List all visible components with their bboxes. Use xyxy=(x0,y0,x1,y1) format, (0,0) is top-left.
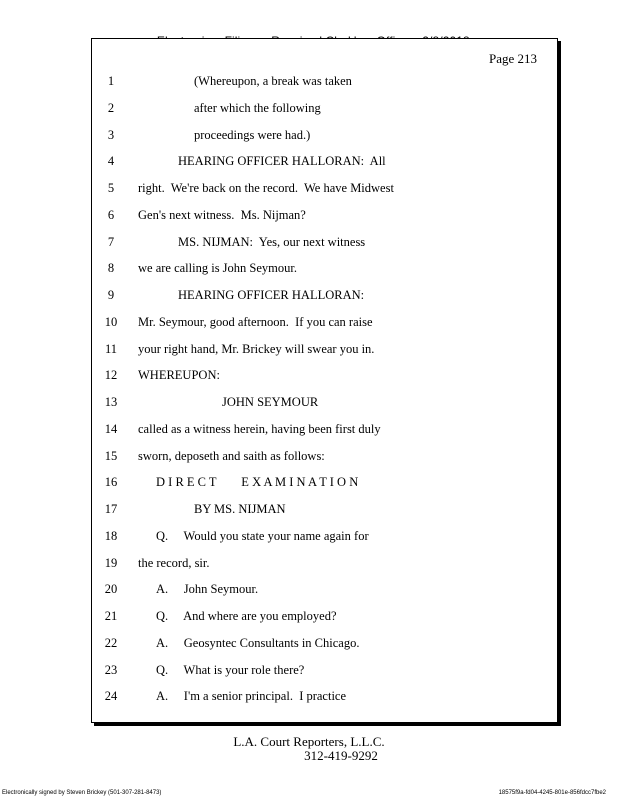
line-number: 20 xyxy=(104,582,118,597)
line-number: 18 xyxy=(104,528,118,543)
line-text: D I R E C T E X A M I N A T I O N xyxy=(156,475,359,490)
line-text: Q. And where are you employed? xyxy=(156,609,337,623)
line-number: 15 xyxy=(104,448,118,463)
line-number: 8 xyxy=(107,261,115,276)
transcript-line xyxy=(92,419,557,439)
line-text: (Whereupon, a break was taken xyxy=(194,74,352,88)
transcript-line xyxy=(92,392,557,412)
transcript-line xyxy=(92,232,557,252)
line-text: Mr. Seymour, good afternoon. If you can raise xyxy=(138,314,373,329)
court-reporter-phone: 312-419-9292 xyxy=(304,748,378,763)
line-number: 13 xyxy=(104,395,118,409)
transcript-line xyxy=(92,553,557,573)
transcript-line xyxy=(92,660,557,680)
line-text: sworn, deposeth and saith as follows: xyxy=(138,448,325,463)
line-number: 10 xyxy=(104,314,118,329)
transcript-line xyxy=(92,339,557,359)
line-text: JOHN SEYMOUR xyxy=(222,395,319,409)
line-number: 9 xyxy=(107,288,115,302)
line-number: 4 xyxy=(107,154,115,169)
line-text: HEARING OFFICER HALLORAN: xyxy=(178,288,365,302)
transcript-line xyxy=(92,472,557,492)
transcript-line xyxy=(92,446,557,466)
page-number: Page 213 xyxy=(488,51,537,66)
transcript-line xyxy=(92,151,557,171)
line-number: 14 xyxy=(104,421,118,436)
line-number: 22 xyxy=(104,635,118,650)
transcript-line xyxy=(92,71,557,91)
transcript-line xyxy=(92,98,557,118)
line-number: 3 xyxy=(107,127,115,142)
document-hash: 18575f9a-fd04-4245-801e-856fdcc7fbe2 xyxy=(498,790,606,796)
transcript-line xyxy=(92,258,557,278)
line-text: Gen's next witness. Ms. Nijman? xyxy=(138,207,306,222)
transcript-line xyxy=(92,633,557,653)
line-text: called as a witness herein, having been first duly xyxy=(138,421,381,436)
line-number: 7 xyxy=(107,234,115,249)
line-text: right. We're back on the record. We have Midwest xyxy=(138,181,394,195)
transcript-line xyxy=(92,606,557,626)
court-reporter-name: L.A. Court Reporters, L.L.C. xyxy=(233,734,385,749)
line-number: 12 xyxy=(104,368,118,383)
line-text: Q. Would you state your name again for xyxy=(156,528,369,543)
line-number: 1 xyxy=(107,74,115,88)
transcript-line xyxy=(92,285,557,305)
line-text: proceedings were had.) xyxy=(194,127,311,142)
transcript-line xyxy=(92,178,557,198)
line-text: A. Geosyntec Consultants in Chicago. xyxy=(156,635,360,650)
line-text: we are calling is John Seymour. xyxy=(138,261,297,276)
line-number: 5 xyxy=(107,181,115,195)
line-number: 23 xyxy=(104,662,118,677)
line-text: A. John Seymour. xyxy=(156,582,259,597)
line-text: HEARING OFFICER HALLORAN: All xyxy=(178,154,386,169)
transcript-line xyxy=(92,499,557,519)
electronic-signature: Electronically signed by Steven Brickey (501-307-281-8473) xyxy=(2,790,162,796)
line-number: 2 xyxy=(107,100,115,115)
transcript-line xyxy=(92,579,557,599)
transcript-line xyxy=(92,312,557,332)
line-text: MS. NIJMAN: Yes, our next witness xyxy=(178,234,366,249)
line-text: your right hand, Mr. Brickey will swear you in. xyxy=(138,341,375,356)
line-text: Q. What is your role there? xyxy=(156,662,305,677)
line-number: 17 xyxy=(104,502,118,516)
line-number: 11 xyxy=(104,341,118,356)
line-text: after which the following xyxy=(194,100,321,115)
transcript-line xyxy=(92,365,557,385)
transcript-line xyxy=(92,686,557,706)
line-text: A. I'm a senior principal. I practice xyxy=(156,689,347,704)
line-number: 6 xyxy=(107,207,115,222)
line-text: the record, sir. xyxy=(138,555,210,570)
transcript-line xyxy=(92,125,557,145)
line-text: WHEREUPON: xyxy=(138,368,220,383)
line-text: BY MS. NIJMAN xyxy=(194,502,286,516)
line-number: 24 xyxy=(104,689,118,704)
transcript-line xyxy=(92,526,557,546)
transcript-page xyxy=(91,38,558,723)
line-number: 21 xyxy=(104,609,118,623)
line-number: 19 xyxy=(104,555,118,570)
transcript-line xyxy=(92,205,557,225)
line-number: 16 xyxy=(104,475,118,490)
